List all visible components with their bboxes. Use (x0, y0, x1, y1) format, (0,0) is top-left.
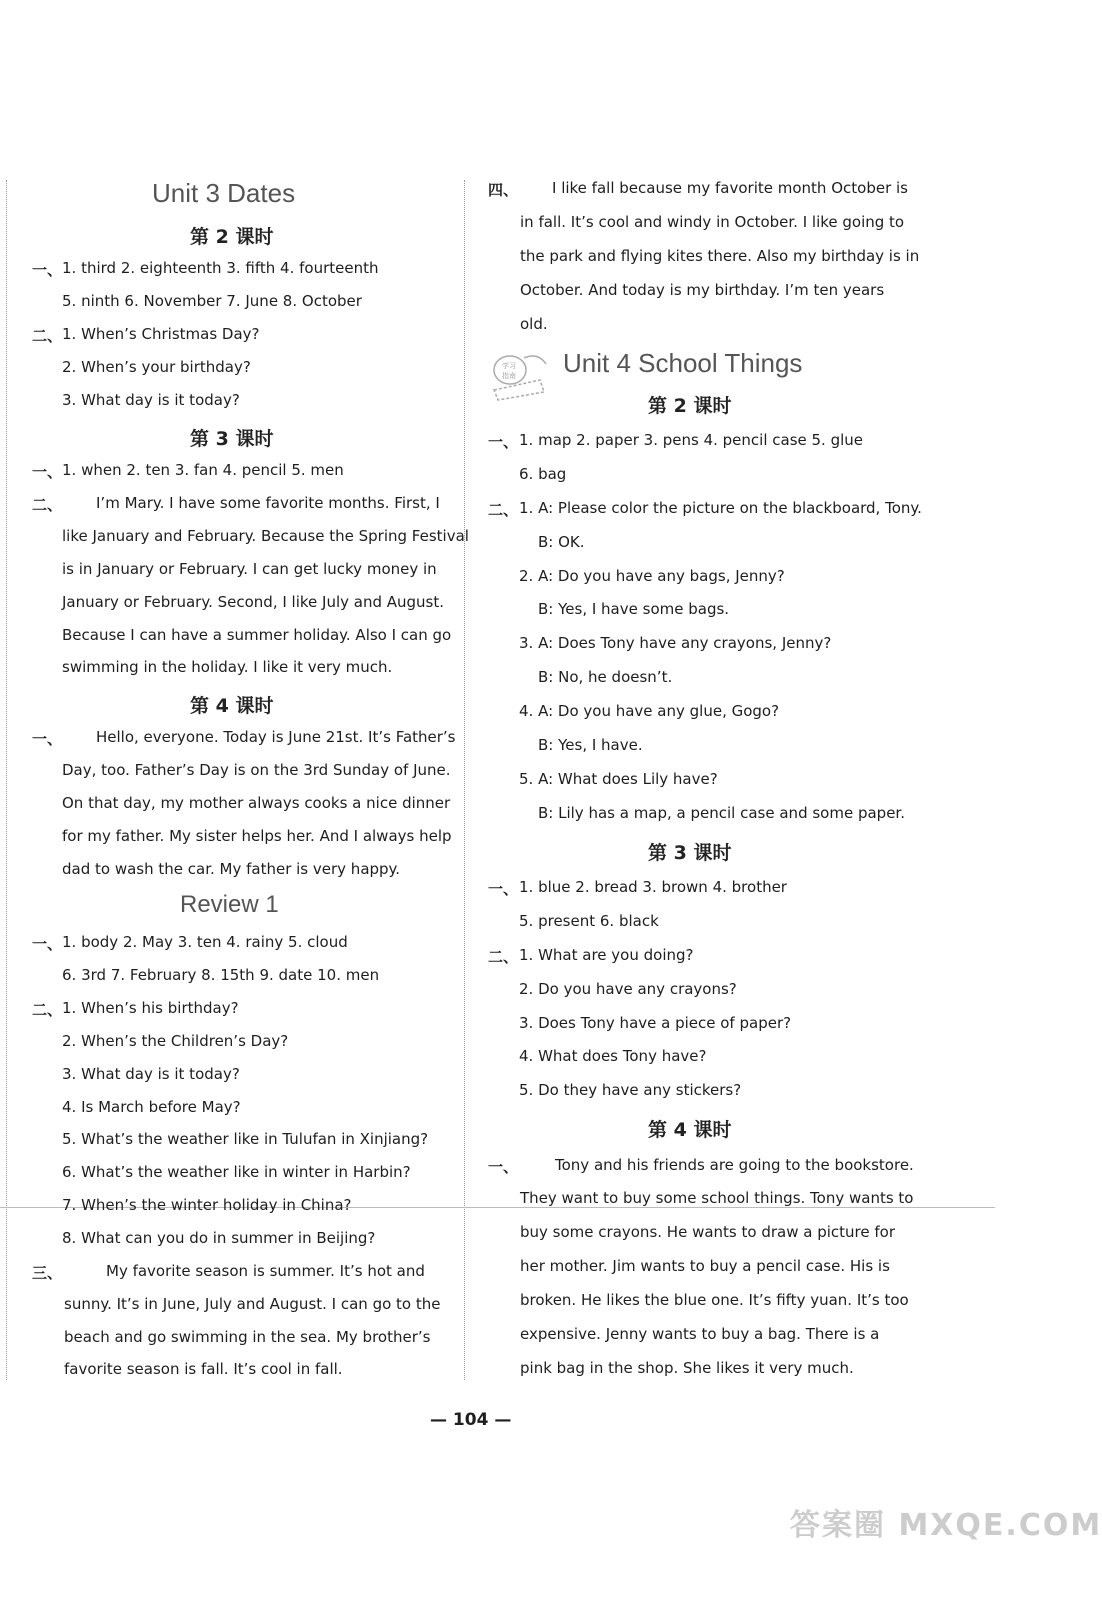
answer-row: 1. third 2. eighteenth 3. fifth 4. fourteenth (62, 259, 379, 277)
paragraph-line: in fall. It’s cool and windy in October. I like going to (520, 213, 905, 231)
answer-item: 5. Do they have any stickers? (519, 1081, 742, 1099)
section-number: 二、 (488, 948, 519, 966)
paragraph-line: Tony and his friends are going to the bookstore. (555, 1156, 914, 1174)
answer-item: 3. What day is it today? (62, 1065, 240, 1083)
answer-row: 1. body 2. May 3. ten 4. rainy 5. cloud (62, 933, 348, 951)
watermark: 答案圈 MXQE.COM (790, 1508, 1102, 1543)
answer-row: 6. 3rd 7. February 8. 15th 9. date 10. men (62, 966, 380, 984)
answer-row: 1. map 2. paper 3. pens 4. pencil case 5. glue (519, 431, 864, 449)
section-number: 一、 (488, 1158, 519, 1176)
dialog-line: 2. A: Do you have any bags, Jenny? (519, 567, 785, 585)
section-number: 一、 (32, 935, 63, 953)
answer-item: 1. What are you doing? (519, 946, 694, 964)
dialog-line: 4. A: Do you have any glue, Gogo? (519, 702, 780, 720)
answer-item: 1. When’s Christmas Day? (62, 325, 260, 343)
paragraph-line: swimming in the holiday. I like it very much. (62, 658, 393, 676)
dialog-line: B: No, he doesn’t. (538, 668, 673, 686)
paragraph-line: On that day, my mother always cooks a nice dinner (62, 794, 451, 812)
dialog-line: B: Lily has a map, a pencil case and some paper. (538, 804, 905, 822)
paragraph-line: buy some crayons. He wants to draw a picture for (520, 1223, 895, 1241)
paragraph-line: is in January or February. I can get lucky money in (62, 560, 437, 578)
paragraph-line: favorite season is fall. It’s cool in fall. (64, 1360, 343, 1378)
answer-row: 1. blue 2. bread 3. brown 4. brother (519, 878, 787, 896)
paragraph-line: My favorite season is summer. It’s hot and (106, 1262, 425, 1280)
answer-item: 8. What can you do in summer in Beijing? (62, 1229, 376, 1247)
section-number: 一、 (488, 433, 519, 451)
column-divider (464, 180, 465, 1380)
paragraph-line: like January and February. Because the Spring Festival (62, 527, 469, 545)
paragraph-line: expensive. Jenny wants to buy a bag. There is a (520, 1325, 880, 1343)
lesson-title: 第 2 课时 (648, 395, 732, 417)
answer-row: 6. bag (519, 465, 567, 483)
answer-item: 2. Do you have any crayons? (519, 980, 737, 998)
answer-item: 4. Is March before May? (62, 1098, 241, 1116)
section-number: 四、 (488, 181, 519, 199)
section-number: 一、 (32, 730, 63, 748)
left-margin-line (6, 180, 7, 1380)
answer-item: 2. When’s the Children’s Day? (62, 1032, 289, 1050)
answer-item: 4. What does Tony have? (519, 1047, 707, 1065)
paragraph-line: Day, too. Father’s Day is on the 3rd Sunday of June. (62, 761, 451, 779)
paragraph-line: dad to wash the car. My father is very happy. (62, 860, 401, 878)
paragraph-line: Hello, everyone. Today is June 21st. It’s Father’s (96, 728, 456, 746)
answer-item: 1. When’s his birthday? (62, 999, 239, 1017)
paragraph-line: for my father. My sister helps her. And I always help (62, 827, 452, 845)
section-number: 二、 (32, 327, 63, 345)
answer-row: 1. when 2. ten 3. fan 4. pencil 5. men (62, 461, 344, 479)
section-number: 二、 (32, 1001, 63, 1019)
answer-row: 5. ninth 6. November 7. June 8. October (62, 292, 362, 310)
lesson-title: 第 4 课时 (648, 1119, 732, 1141)
section-number: 二、 (488, 501, 519, 519)
lesson-title: 第 3 课时 (190, 428, 274, 450)
lesson-title: 第 2 课时 (190, 226, 274, 248)
svg-text:学习: 学习 (502, 362, 516, 370)
section-number: 一、 (32, 261, 63, 279)
lesson-title: 第 3 课时 (648, 842, 732, 864)
paragraph-line: broken. He likes the blue one. It’s fifty yuan. It’s too (520, 1291, 909, 1309)
dialog-line: 5. A: What does Lily have? (519, 770, 718, 788)
section-number: 一、 (32, 463, 63, 481)
dialog-line: B: Yes, I have. (538, 736, 643, 754)
paragraph-line: old. (520, 315, 548, 333)
paragraph-line: October. And today is my birthday. I’m ten years (520, 281, 885, 299)
answer-item: 6. What’s the weather like in winter in Harbin? (62, 1163, 411, 1181)
dialog-line: 3. A: Does Tony have any crayons, Jenny? (519, 634, 832, 652)
answer-row: 5. present 6. black (519, 912, 659, 930)
paragraph-line: sunny. It’s in June, July and August. I can go to the (64, 1295, 441, 1313)
unit4-title: Unit 4 School Things (563, 348, 803, 378)
section-number: 三、 (32, 1264, 63, 1282)
answer-item: 2. When’s your birthday? (62, 358, 251, 376)
paragraph-line: They want to buy some school things. Tony wants to (520, 1189, 914, 1207)
review-title: Review 1 (180, 891, 279, 918)
dialog-line: B: OK. (538, 533, 585, 551)
paragraph-line: her mother. Jim wants to buy a pencil case. His is (520, 1257, 890, 1275)
svg-text:指南: 指南 (502, 372, 516, 380)
answer-item: 7. When’s the winter holiday in China? (62, 1196, 352, 1214)
paragraph-line: Because I can have a summer holiday. Also I can go (62, 626, 452, 644)
answer-item: 3. Does Tony have a piece of paper? (519, 1014, 792, 1032)
page-number: — 104 — (430, 1410, 512, 1430)
answer-item: 5. What’s the weather like in Tulufan in Xinjiang? (62, 1130, 429, 1148)
dialog-line: B: Yes, I have some bags. (538, 600, 730, 618)
section-number: 二、 (32, 496, 63, 514)
paragraph-line: pink bag in the shop. She likes it very much. (520, 1359, 854, 1377)
paragraph-line: I’m Mary. I have some favorite months. First, I (96, 494, 440, 512)
paragraph-line: I like fall because my favorite month October is (552, 179, 908, 197)
unit3-title: Unit 3 Dates (152, 178, 296, 208)
dialog-line: 1. A: Please color the picture on the blackboard, Tony. (519, 499, 922, 517)
answer-item: 3. What day is it today? (62, 391, 240, 409)
paragraph-line: January or February. Second, I like July and August. (62, 593, 445, 611)
lesson-title: 第 4 课时 (190, 695, 274, 717)
paragraph-line: beach and go swimming in the sea. My brother’s (64, 1328, 431, 1346)
paragraph-line: the park and flying kites there. Also my birthday is in (520, 247, 920, 265)
study-guide-logo (488, 350, 550, 400)
section-number: 一、 (488, 880, 519, 898)
